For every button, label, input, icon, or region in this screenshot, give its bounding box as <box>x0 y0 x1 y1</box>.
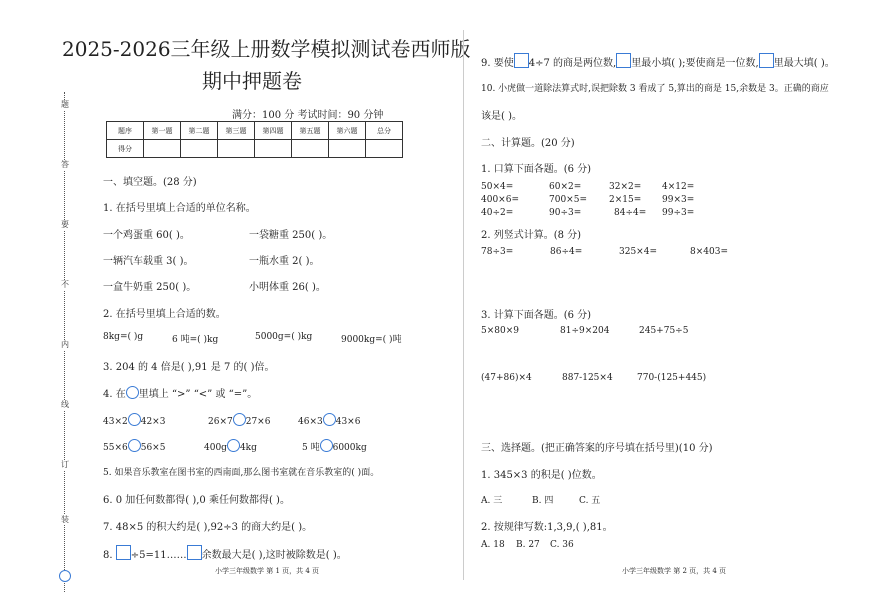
q1-item: 一盒牛奶重 250( )。 <box>103 282 197 293</box>
question-10-line2: 该是( )。 <box>481 111 522 122</box>
score-table-header-row <box>107 122 403 140</box>
oral-item: 50×4= <box>481 182 514 192</box>
question-1: 1. 在括号里填上合适的单位名称。 <box>103 203 256 214</box>
section-1-title: 一、填空题。(28 分) <box>103 177 197 188</box>
question-10-line1: 10. 小虎做一道除法算式时,误把除数 3 看成了 5,算出的商是 15,余数是 3。正确的商应 <box>481 84 829 94</box>
binding-char: 线 <box>61 400 69 409</box>
oral-item: 400×6= <box>481 195 519 205</box>
score-cell[interactable] <box>144 140 181 158</box>
q1-item: 小明体重 26( )。 <box>249 282 326 293</box>
calc-item: 81÷9×204 <box>560 326 610 336</box>
compare-answer-circle[interactable] <box>233 413 246 426</box>
compare-right: 27×6 <box>245 417 271 427</box>
compare-item <box>103 413 165 427</box>
compare-left: 46×3 <box>298 417 323 427</box>
binding-char: 不 <box>61 280 69 289</box>
q1-item: 一辆汽车载重 3( )。 <box>103 256 194 267</box>
q2-item: 6 吨=( )kg <box>172 335 219 345</box>
compare-left: 26×7 <box>208 417 233 427</box>
score-cell[interactable] <box>218 140 255 158</box>
score-header-cell: 第六题 <box>329 122 366 140</box>
score-table <box>106 121 403 158</box>
calc-2-title: 2. 列竖式计算。(8 分) <box>481 230 582 241</box>
compare-right: 42×3 <box>140 417 166 427</box>
vertical-item: 86÷4= <box>550 247 583 257</box>
calc-item: 887-125×4 <box>562 373 613 383</box>
q1-item: 一袋糖重 250( )。 <box>249 230 333 241</box>
option[interactable]: A. 18 <box>481 540 505 550</box>
oral-item: 99×3= <box>662 195 695 205</box>
q8-expression: ÷5=11…… <box>130 550 187 561</box>
score-cell[interactable] <box>366 140 403 158</box>
compare-right: 56×5 <box>140 443 166 453</box>
binding-char: 订 <box>61 460 69 469</box>
score-cell[interactable] <box>292 140 329 158</box>
question-5: 5. 如果音乐教室在图书室的西南面,那么图书室就在音乐教室的( )面。 <box>103 468 380 478</box>
oral-item: 4×12= <box>662 182 695 192</box>
compare-right: 4kg <box>239 443 257 453</box>
question-2: 2. 在括号里填上合适的数。 <box>103 309 226 320</box>
question-4 <box>103 385 257 400</box>
score-header-cell: 总分 <box>366 122 403 140</box>
oral-item: 84÷4= <box>614 208 647 218</box>
oral-item: 700×5= <box>549 195 587 205</box>
score-cell[interactable] <box>255 140 292 158</box>
compare-item <box>298 413 360 427</box>
oral-item: 60×2= <box>549 182 582 192</box>
binding-char: 要 <box>61 220 69 229</box>
section-3-title: 三、选择题。(把正确答案的序号填在括号里)(10 分) <box>481 443 713 454</box>
calc-item: 770-(125+445) <box>637 373 707 383</box>
calc-item: 245+75÷5 <box>639 326 689 336</box>
compare-item <box>103 439 165 453</box>
q2-item: 9000kg=( )吨 <box>341 335 402 345</box>
q9-part-d: 里最大填( )。 <box>773 58 835 69</box>
answer-box[interactable] <box>116 545 131 560</box>
select-question-1: 1. 345×3 的积是( )位数。 <box>481 470 602 481</box>
score-header-cell: 第一题 <box>144 122 181 140</box>
binding-char: 装 <box>61 515 69 524</box>
option[interactable]: C. 五 <box>579 496 601 506</box>
column-divider <box>463 30 464 580</box>
section-2-title: 二、计算题。(20 分) <box>481 138 575 149</box>
compare-left: 55×6 <box>103 443 128 453</box>
calc-3-title: 3. 计算下面各题。(6 分) <box>481 310 592 321</box>
exam-info: 满分：100 分 考试时间：90 分钟 <box>232 110 384 121</box>
calc-item: 5×80×9 <box>481 326 519 336</box>
oral-item: 90÷3= <box>549 208 582 218</box>
binding-char: 题 <box>61 100 69 109</box>
score-header-cell: 第三题 <box>218 122 255 140</box>
compare-answer-circle[interactable] <box>128 439 141 452</box>
score-header-cell: 题序 <box>107 122 144 140</box>
q8-prefix: 8. <box>103 550 113 561</box>
vertical-item: 8×403= <box>690 247 728 257</box>
answer-box[interactable] <box>616 53 631 68</box>
vertical-item: 78÷3= <box>481 247 514 257</box>
page-footer-1: 小学三年级数学 第 1 页，共 4 页 <box>215 567 320 575</box>
answer-box[interactable] <box>187 545 202 560</box>
score-table-score-row <box>107 140 403 158</box>
q8-suffix: 余数最大是( ),这时被除数是( )。 <box>201 550 347 561</box>
question-8 <box>103 545 347 561</box>
q4-suffix: 里填上 “>” “<” 或 “=”。 <box>138 389 258 400</box>
q1-item: 一个鸡蛋重 60( )。 <box>103 230 190 241</box>
score-row-label: 得分 <box>107 140 144 158</box>
compare-item <box>204 439 257 453</box>
compare-item <box>208 413 270 427</box>
compare-right: 6000kg <box>332 443 367 453</box>
compare-right: 43×6 <box>335 417 361 427</box>
select-question-2: 2. 按规律写数:1,3,9,( ),81。 <box>481 522 613 533</box>
option[interactable]: B. 四 <box>532 496 554 506</box>
score-header-cell: 第四题 <box>255 122 292 140</box>
question-9 <box>481 53 835 69</box>
q4-prefix: 4. 在 <box>103 389 126 400</box>
compare-answer-circle[interactable] <box>227 439 240 452</box>
score-cell[interactable] <box>181 140 218 158</box>
score-cell[interactable] <box>329 140 366 158</box>
binding-hole-icon <box>59 570 71 582</box>
calc-1-title: 1. 口算下面各题。(6 分) <box>481 164 592 175</box>
q9-part-a: 9. 要使 <box>481 58 514 69</box>
q2-item: 8kg=( )g <box>103 332 144 342</box>
option[interactable]: C. 36 <box>550 540 574 550</box>
option[interactable]: B. 27 <box>516 540 540 550</box>
oral-item: 99÷3= <box>662 208 695 218</box>
vertical-item: 325×4= <box>619 247 657 257</box>
oral-item: 2×15= <box>609 195 642 205</box>
calc-item: (47+86)×4 <box>481 373 532 383</box>
oral-item: 40÷2= <box>481 208 514 218</box>
question-6: 6. 0 加任何数都得( ),0 乘任何数都得( )。 <box>103 495 290 506</box>
compare-left: 5 吨 <box>302 443 320 453</box>
compare-answer-circle[interactable] <box>323 413 336 426</box>
option[interactable]: A. 三 <box>481 496 503 506</box>
question-3: 3. 204 的 4 倍是( ),91 是 7 的( )倍。 <box>103 362 275 373</box>
q9-part-b: 4÷7 的商是两位数, <box>528 58 617 69</box>
compare-answer-circle[interactable] <box>128 413 141 426</box>
score-header-cell: 第二题 <box>181 122 218 140</box>
compare-left: 43×2 <box>103 417 128 427</box>
q9-part-c: 里最小填( );要使商是一位数, <box>631 58 759 69</box>
binding-char: 答 <box>61 160 69 169</box>
question-7: 7. 48×5 的积大约是( ),92÷3 的商大约是( )。 <box>103 522 313 533</box>
q1-item: 一瓶水重 2( )。 <box>249 256 320 267</box>
oral-item: 32×2= <box>609 182 642 192</box>
answer-box[interactable] <box>759 53 774 68</box>
q2-item: 5000g=( )kg <box>255 332 313 342</box>
compare-item <box>302 439 367 453</box>
compare-circle-icon <box>126 386 139 399</box>
page-title: 2025-2026三年级上册数学模拟测试卷西师版 <box>62 37 471 61</box>
answer-box[interactable] <box>514 53 529 68</box>
compare-left: 400g <box>204 443 227 453</box>
compare-answer-circle[interactable] <box>320 439 333 452</box>
page-subtitle: 期中押题卷 <box>202 69 302 93</box>
page-footer-2: 小学三年级数学 第 2 页，共 4 页 <box>622 567 727 575</box>
binding-char: 内 <box>61 340 69 349</box>
score-header-cell: 第五题 <box>292 122 329 140</box>
